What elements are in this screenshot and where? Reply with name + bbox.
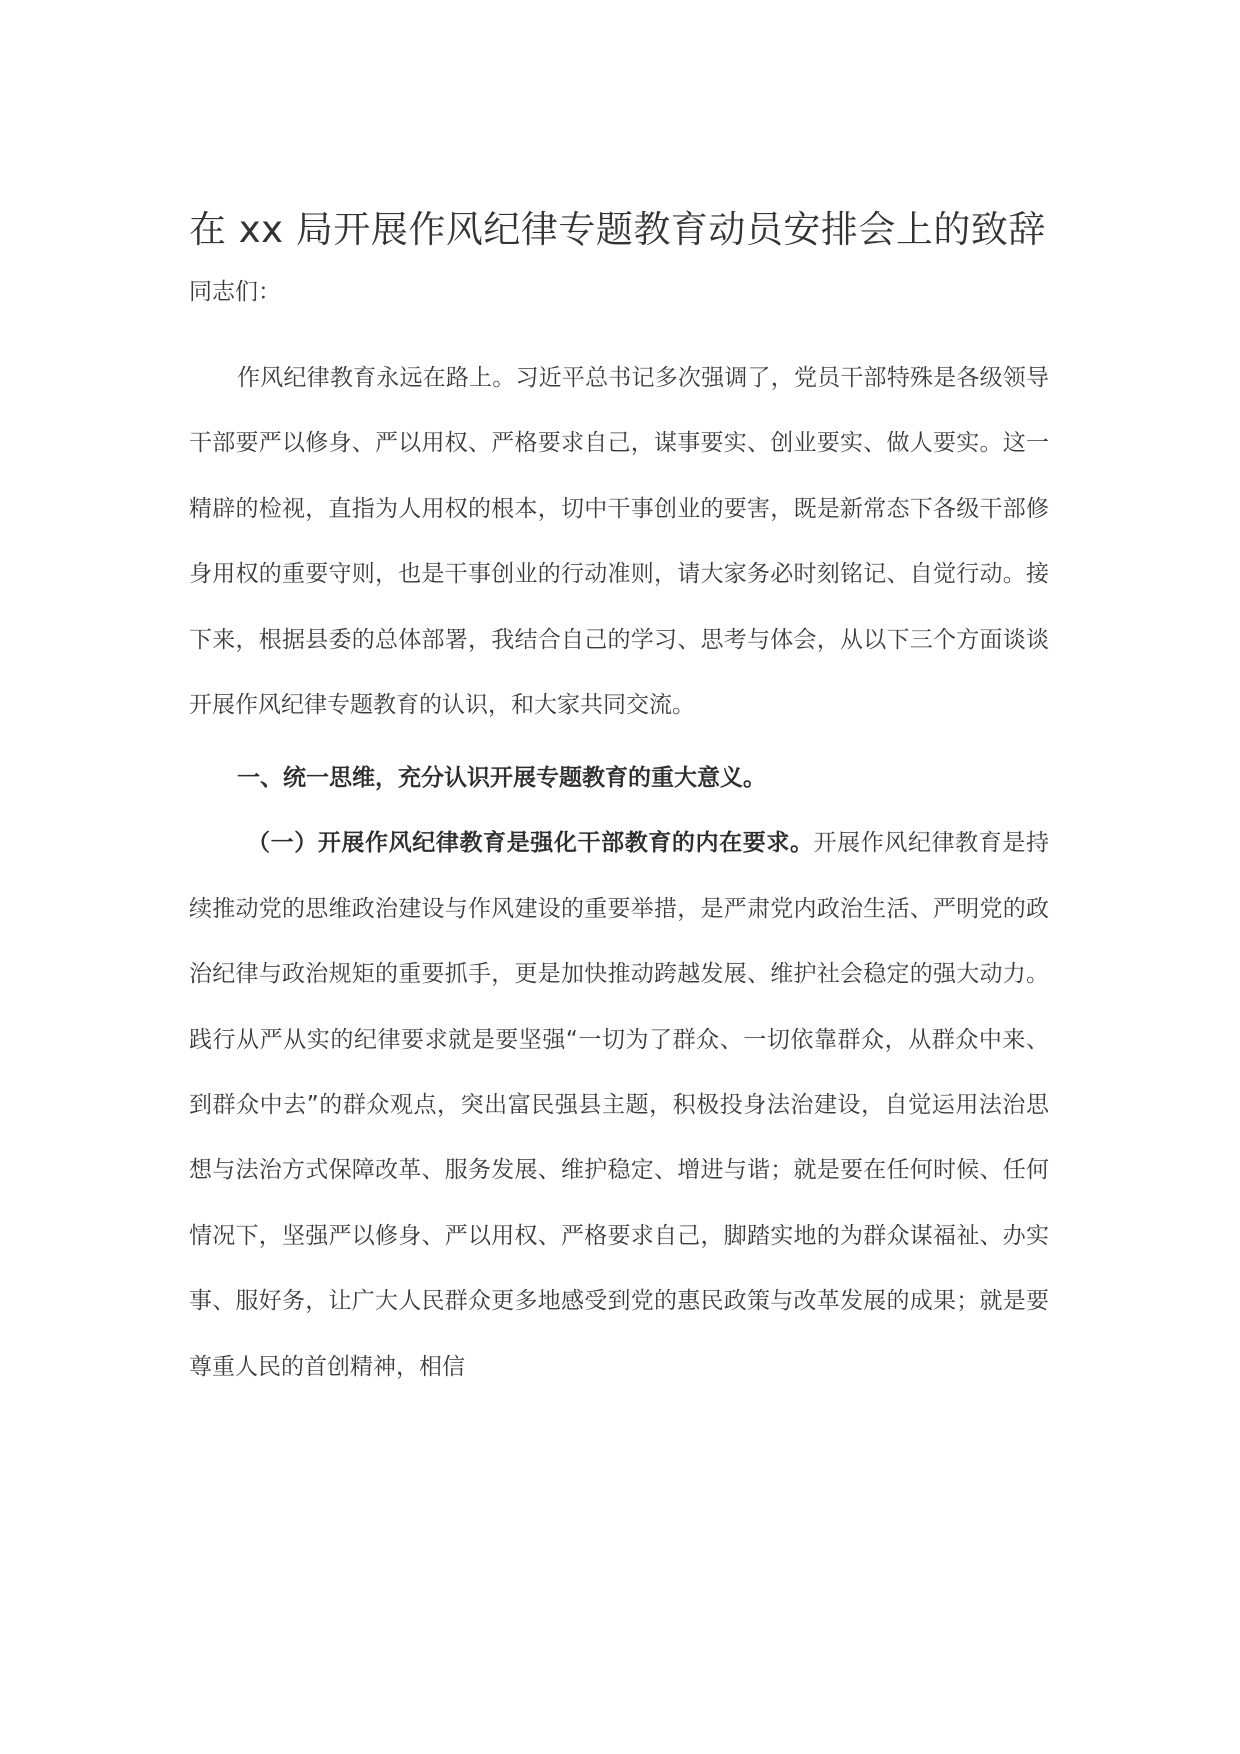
subsection-paragraph-1 bbox=[189, 811, 1049, 1400]
document-body bbox=[189, 198, 1049, 1400]
section-heading-1: 一、统一思维，充分认识开展专题教育的重大意义。 bbox=[237, 765, 766, 792]
intro-paragraph: 作风纪律教育永远在路上。习近平总书记多次强调了，党员干部特殊是各级领导干部要严以修身、严以用权、严格要求自己，谋事要实、创业要实、做人要实。这一精辟的检视，直指为人用权的根本，切中干事创业的要害，既是新常态下各级干部修身用权的重要守则，也是干事创业的行动准则，请大家务必时刻铭记、自觉行动。接下来，根据县委的总体部署，我结合自己的学习、思考与体会，从以下三个方面谈谈开展作风纪律专题教育的认识，和大家共同交流。 bbox=[189, 365, 1049, 719]
document-title: 在 xx 局开展作风纪律专题教育动员安排会上的致辞 bbox=[189, 208, 1046, 251]
salutation: 同志们： bbox=[189, 279, 281, 305]
subsection-lead: （一）开展作风纪律教育是强化干部教育的内在要求。 bbox=[247, 830, 814, 857]
subsection-text: 开展作风纪律教育是持续推动党的思维政治建设与作风建设的重要举措，是严肃党内政治生活、严明党的政治纪律与政治规矩的重要抓手，更是加快推动跨越发展、维护社会稳定的强大动力。践行从严从实的纪律要求就是要坚强“一切为了群众、一切依靠群众，从群众中来、到群众中去”的群众观点，突出富民强县主题，积极投身法治建设，自觉运用法治思想与法治方式保障改革、服务发展、维护稳定、增进与谐；就是要在任何时候、任何情况下，坚强严以修身、严以用权、严格要求自己，脚踏实地的为群众谋福祉、办实事、服好务，让广大人民群众更多地感受到党的惠民政策与改革发展的成果；就是要尊重人民的首创精神，相信 bbox=[189, 830, 1050, 1380]
